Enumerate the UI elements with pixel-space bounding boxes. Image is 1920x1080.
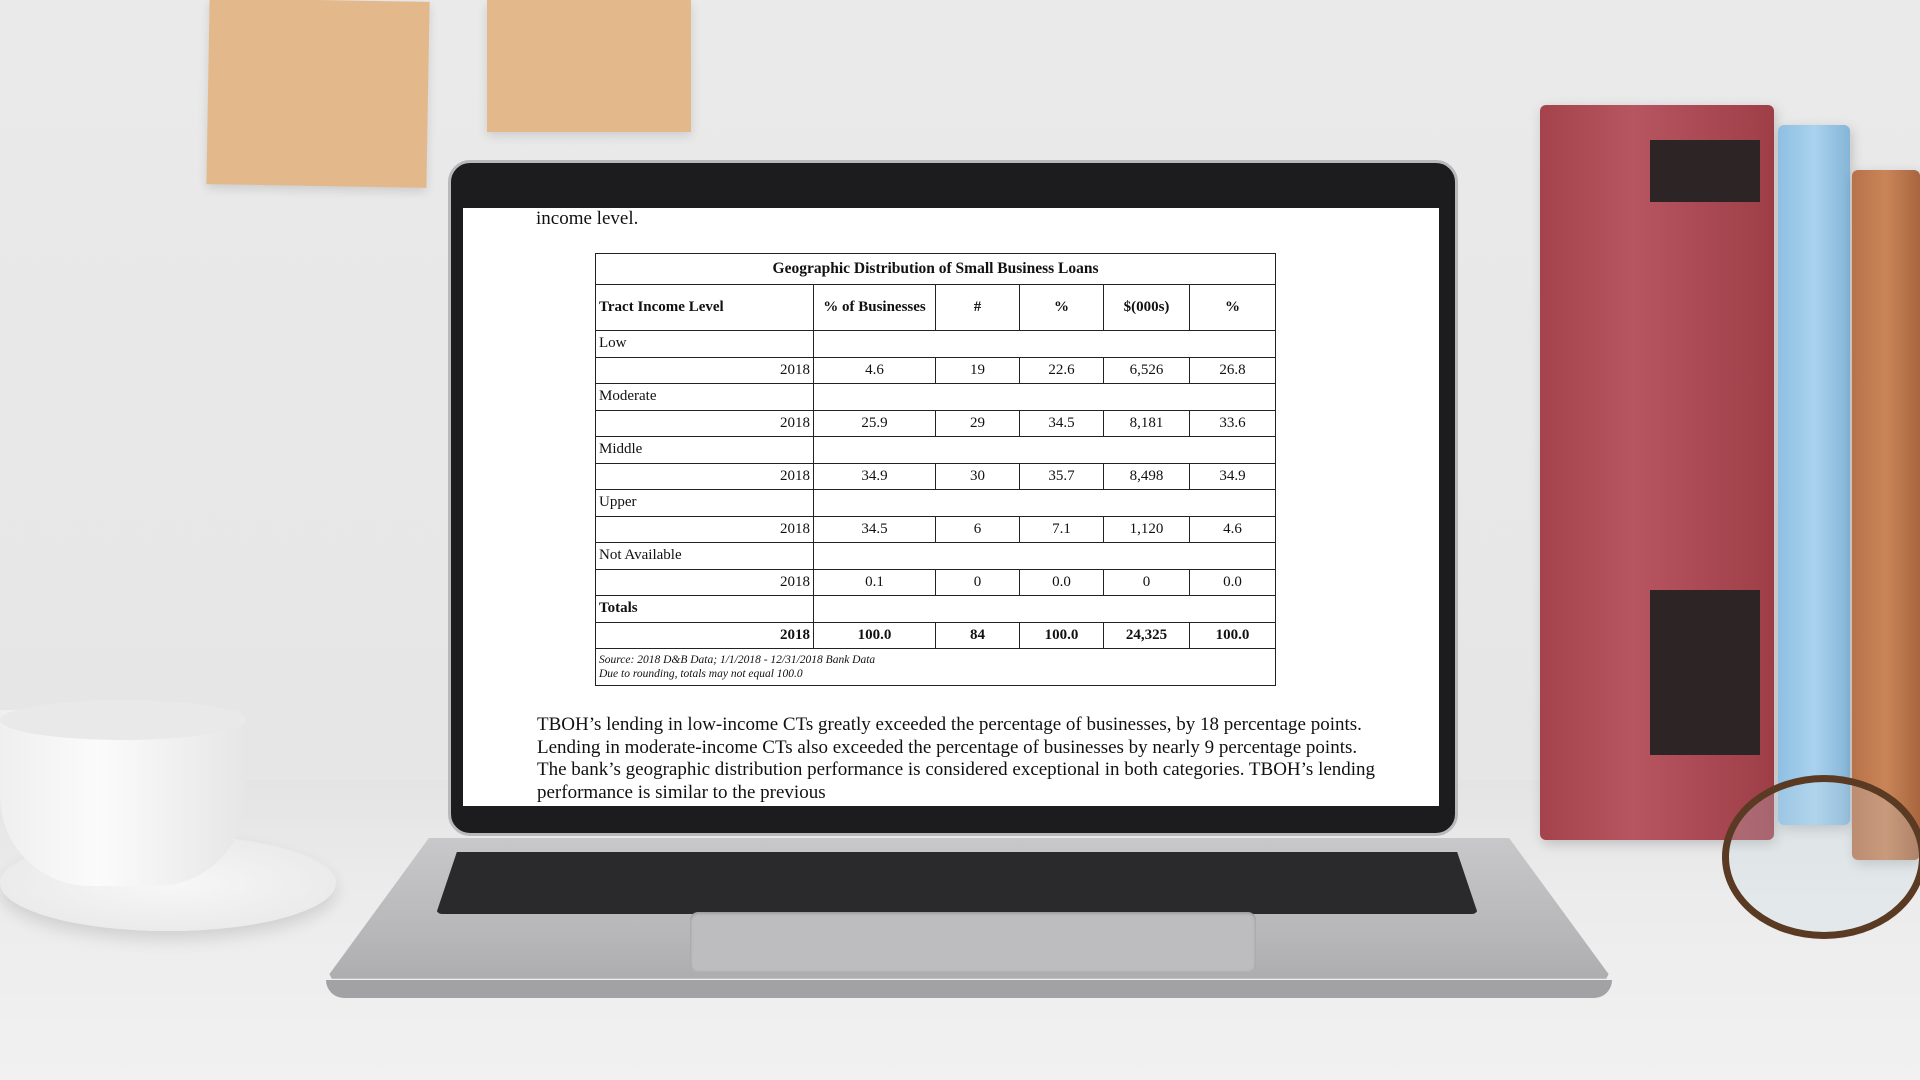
sticky-note xyxy=(206,0,429,188)
cell-count: 19 xyxy=(936,357,1020,384)
table-category-row xyxy=(596,490,1276,517)
red-book xyxy=(1540,105,1774,840)
category-spacer xyxy=(814,437,1276,464)
laptop-screen xyxy=(463,208,1439,806)
laptop-trackpad[interactable] xyxy=(690,912,1256,972)
book-band xyxy=(1650,140,1760,202)
category-label: Upper xyxy=(596,490,814,517)
header-tract-income-level: Tract Income Level xyxy=(596,285,814,331)
header-dollars: $(000s) xyxy=(1104,285,1190,331)
cell-pct-dollars: 34.9 xyxy=(1190,463,1276,490)
category-spacer xyxy=(814,543,1276,570)
cell-pct-dollars: 4.6 xyxy=(1190,516,1276,543)
cell-dollars: 24,325 xyxy=(1104,622,1190,649)
category-label: Low xyxy=(596,331,814,358)
cup-rim xyxy=(0,700,246,740)
row-year: 2018 xyxy=(596,357,814,384)
cell-pct-businesses: 34.9 xyxy=(814,463,936,490)
category-spacer xyxy=(814,596,1276,623)
table-row xyxy=(596,410,1276,437)
blue-book xyxy=(1778,125,1850,825)
row-year: 2018 xyxy=(596,516,814,543)
cell-pct-count: 100.0 xyxy=(1020,622,1104,649)
table-row xyxy=(596,463,1276,490)
cell-dollars: 0 xyxy=(1104,569,1190,596)
category-spacer xyxy=(814,331,1276,358)
cell-dollars: 8,181 xyxy=(1104,410,1190,437)
cell-count: 0 xyxy=(936,569,1020,596)
loan-distribution-table xyxy=(595,253,1276,686)
header-pct-count: % xyxy=(1020,285,1104,331)
cell-count: 84 xyxy=(936,622,1020,649)
cell-count: 6 xyxy=(936,516,1020,543)
cell-pct-count: 35.7 xyxy=(1020,463,1104,490)
row-year: 2018 xyxy=(596,410,814,437)
totals-label: Totals xyxy=(596,596,814,623)
table-category-row xyxy=(596,384,1276,411)
cell-pct-dollars: 26.8 xyxy=(1190,357,1276,384)
rounding-note: Due to rounding, totals may not equal 100.0 xyxy=(599,668,803,680)
table-title: Geographic Distribution of Small Business Loans xyxy=(596,254,1276,285)
cell-pct-dollars: 0.0 xyxy=(1190,569,1276,596)
table-category-row xyxy=(596,437,1276,464)
cell-pct-businesses: 0.1 xyxy=(814,569,936,596)
book-band xyxy=(1650,590,1760,755)
row-year: 2018 xyxy=(596,463,814,490)
cell-pct-dollars: 100.0 xyxy=(1190,622,1276,649)
cell-pct-count: 22.6 xyxy=(1020,357,1104,384)
cell-pct-count: 7.1 xyxy=(1020,516,1104,543)
cell-pct-count: 0.0 xyxy=(1020,569,1104,596)
document-page[interactable] xyxy=(463,208,1439,806)
table-category-row xyxy=(596,596,1276,623)
table-category-row xyxy=(596,331,1276,358)
category-label: Middle xyxy=(596,437,814,464)
cell-count: 29 xyxy=(936,410,1020,437)
table-header-row xyxy=(596,285,1276,331)
table-source-row xyxy=(596,649,1276,686)
category-spacer xyxy=(814,384,1276,411)
table-row xyxy=(596,357,1276,384)
category-spacer xyxy=(814,490,1276,517)
cell-pct-businesses: 25.9 xyxy=(814,410,936,437)
laptop-front-edge xyxy=(326,980,1612,998)
table-category-row xyxy=(596,543,1276,570)
header-count: # xyxy=(936,285,1020,331)
header-pct-businesses: % of Businesses xyxy=(814,285,936,331)
cell-count: 30 xyxy=(936,463,1020,490)
cell-pct-dollars: 33.6 xyxy=(1190,410,1276,437)
totals-row xyxy=(596,622,1276,649)
body-paragraph: TBOH’s lending in low-income CTs greatly exceeded the percentage of businesses, by 18 percentage points. Lending in moderate-income CTs also exceeded the percentage of businesses by nearly 9 percentage points. The bank’s geographic distribution performance is considered exceptional in both categories. TBOH’s lending performance is similar to the previous xyxy=(537,714,1376,803)
header-pct-dollars: % xyxy=(1190,285,1276,331)
cell-pct-businesses: 34.5 xyxy=(814,516,936,543)
intro-fragment: income level. xyxy=(536,208,639,229)
cell-pct-count: 34.5 xyxy=(1020,410,1104,437)
row-year: 2018 xyxy=(596,622,814,649)
cell-pct-businesses: 4.6 xyxy=(814,357,936,384)
table-row xyxy=(596,516,1276,543)
laptop-keyboard[interactable] xyxy=(436,852,1478,914)
category-label: Not Available xyxy=(596,543,814,570)
cell-dollars: 8,498 xyxy=(1104,463,1190,490)
table-row xyxy=(596,569,1276,596)
sticky-note xyxy=(487,0,691,132)
brown-book xyxy=(1852,170,1920,860)
eyeglasses xyxy=(1722,775,1920,939)
row-year: 2018 xyxy=(596,569,814,596)
category-label: Moderate xyxy=(596,384,814,411)
source-line: Source: 2018 D&B Data; 1/1/2018 - 12/31/2018 Bank Data xyxy=(599,654,876,666)
table-source-note xyxy=(596,649,1276,686)
cell-dollars: 6,526 xyxy=(1104,357,1190,384)
cell-dollars: 1,120 xyxy=(1104,516,1190,543)
cell-pct-businesses: 100.0 xyxy=(814,622,936,649)
